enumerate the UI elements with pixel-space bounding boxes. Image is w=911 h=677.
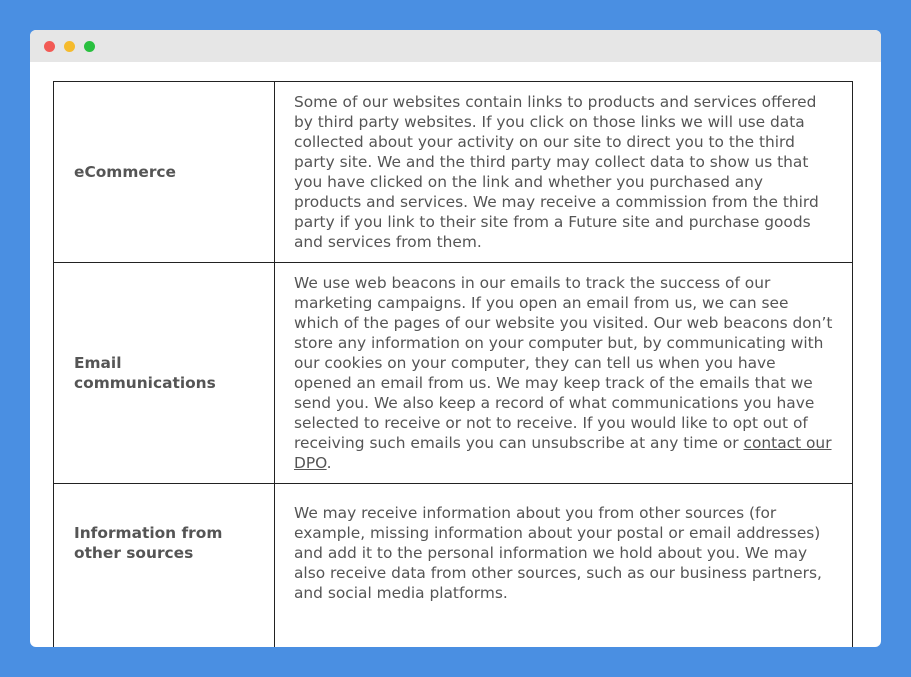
- email-text-end: .: [326, 454, 332, 472]
- contact-dpo-link[interactable]: contact our DPO: [294, 434, 832, 472]
- row-label-information-other-sources: Information from other sources: [54, 484, 275, 648]
- table-row: [54, 82, 853, 263]
- minimize-window-icon[interactable]: [64, 41, 75, 52]
- close-window-icon[interactable]: [44, 41, 55, 52]
- row-text-ecommerce: Some of our websites contain links to products and services offered by third party websites. If you click on those links we will use data collected about your activity on our site to direct you to the third party site. We and the third party may collect data to show us that you have clicked on the link and whether you purchased any products and services. We may receive a commission from the third party if you link to their site from a Future site and purchase goods and services from them.: [275, 82, 853, 263]
- table-row: [54, 263, 853, 484]
- row-label-email-communications: Email communications: [54, 263, 275, 484]
- maximize-window-icon[interactable]: [84, 41, 95, 52]
- table-row: [54, 484, 853, 648]
- window-titlebar: [30, 30, 881, 62]
- email-text-body: We use web beacons in our emails to track the success of our marketing campaigns. If you open an email from us, we can see which of the pages of our website you visited. Our web beacons don’t store any information on your computer but, by communicating with our cookies on your computer, they can tell us when you have opened an email from us. We may keep track of the emails that we send you. We also keep a record of what communications you have selected to receive or not to receive. If you would like to opt out of receiving such emails you can unsubscribe at any time or: [294, 274, 833, 452]
- row-text-email-communications: [275, 263, 853, 484]
- row-text-information-other-sources: We may receive information about you from other sources (for example, missing information about your postal or email addresses) and add it to the personal information we hold about you. We may also receive data from other sources, such as our business partners, and social media platforms.: [275, 484, 853, 648]
- browser-window: [30, 30, 881, 647]
- privacy-policy-table: [53, 81, 853, 647]
- row-label-ecommerce: eCommerce: [54, 82, 275, 263]
